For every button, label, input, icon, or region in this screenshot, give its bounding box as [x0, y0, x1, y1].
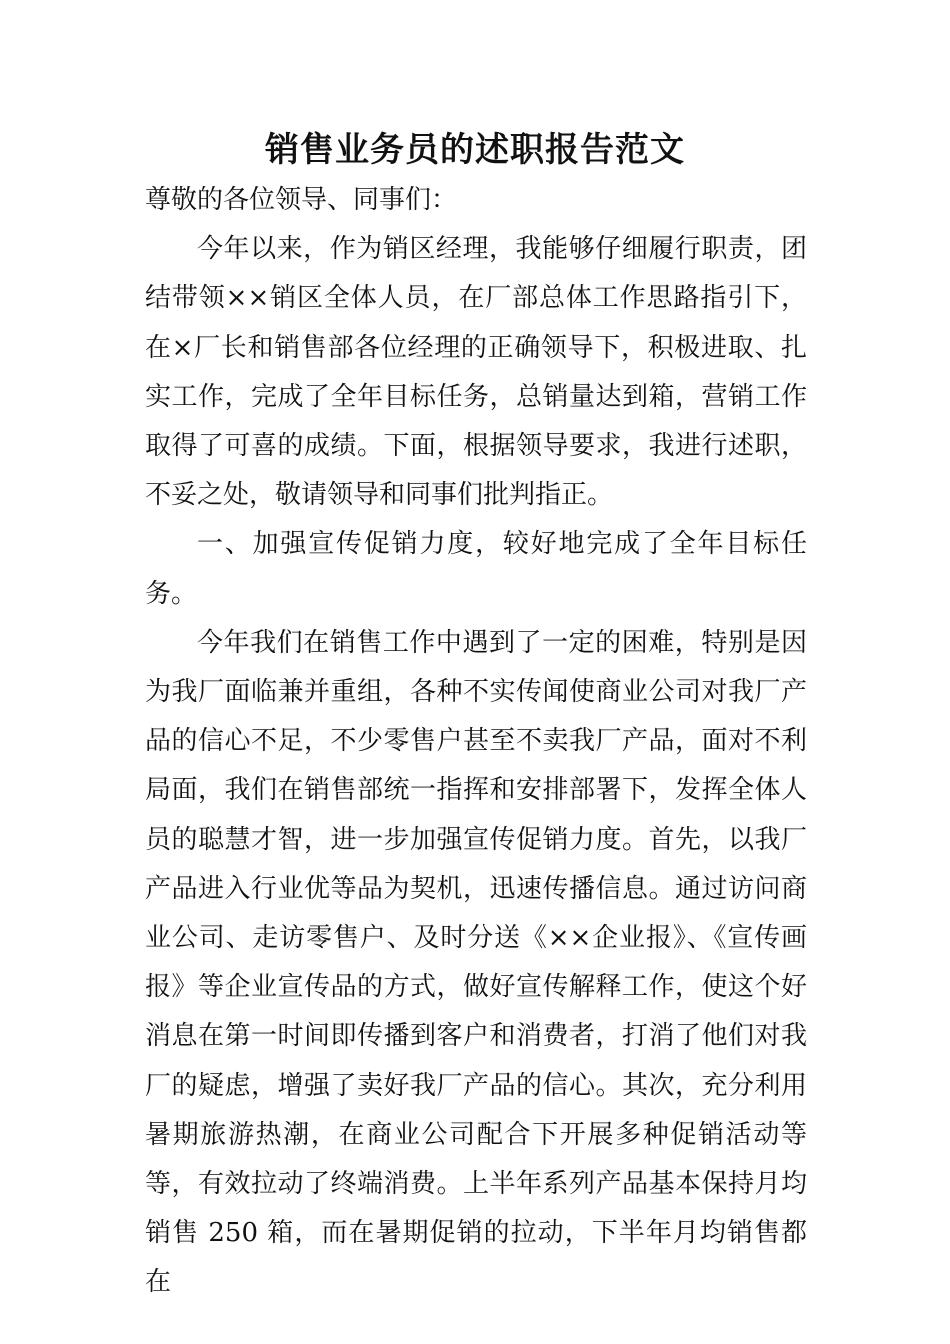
- section-heading-1: 一、加强宣传促销力度，较好地完成了全年目标任务。: [145, 529, 807, 609]
- document-title: 销售业务员的述职报告范文: [265, 130, 685, 170]
- paragraph-section-1: 今年我们在销售工作中遇到了一定的困难，特别是因为我厂面临兼并重组，各种不实传闻使商业公司对我厂产品的信心不足，不少零售户甚至不卖我厂产品，面对不利局面，我们在销售部统一指挥和安排部署下，发挥全体人员的聪慧才智，进一步加强宣传促销力度。首先，以我厂产品进入行业优等品为契机，迅速传播信息。通过访问商业公司、走访零售户、及时分送《××企业报》、《宣传画报》等企业宣传品的方式，做好宣传解释工作，使这个好消息在第一时间即传播到客户和消费者，打消了他们对我厂的疑虑，增强了卖好我厂产品的信心。其次，充分利用暑期旅游热潮，在商业公司配合下开展多种促销活动等等，有效拉动了终端消费。上半年系列产品基本保持月均销售 250 箱，而在暑期促销的拉动，下半年月均销售都在: [145, 627, 807, 1298]
- salutation: 尊敬的各位领导、同事们：: [145, 185, 458, 215]
- paragraph-intro: 今年以来，作为销区经理，我能够仔细履行职责，团结带领××销区全体人员，在厂部总体工作思路指引下，在×厂长和销售部各位经理的正确领导下，积极进取、扎实工作，完成了全年目标任务，总销量达到箱，营销工作取得了可喜的成绩。下面，根据领导要求，我进行述职，不妥之处，敬请领导和同事们批判指正。: [145, 234, 807, 511]
- document-body: [145, 176, 807, 1308]
